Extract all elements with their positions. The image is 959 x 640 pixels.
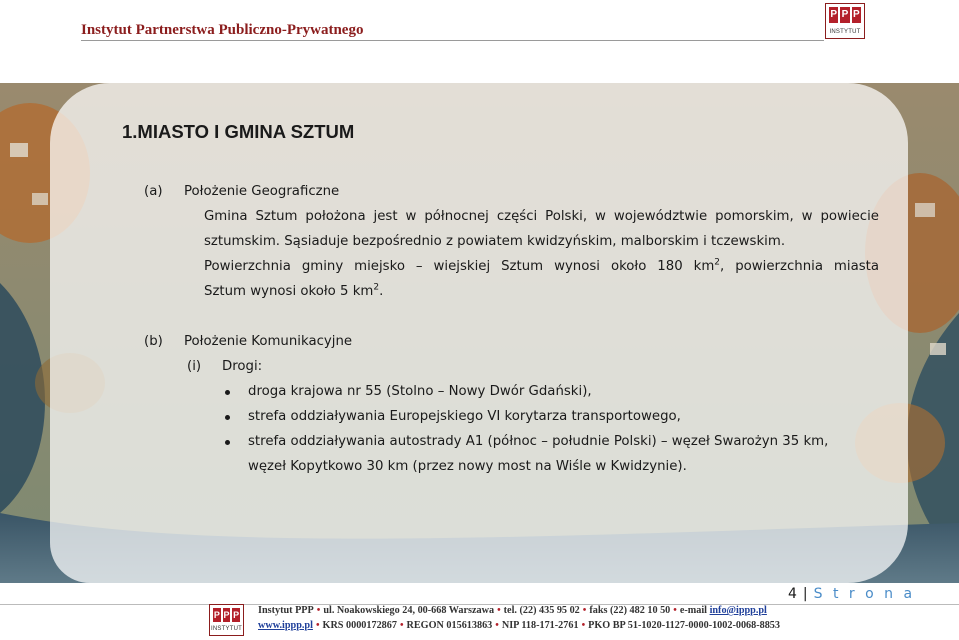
footer-bullet-icon: •: [582, 605, 587, 616]
geo-area-gmina: Powierzchnia gminy miejsko – wiejskiej Sztum wynosi około 180 km: [204, 259, 715, 274]
footer-bullet-icon: •: [497, 605, 501, 616]
footer-bullet-icon: •: [673, 605, 677, 616]
geo-paragraph-line: Gmina Sztum położona jest w północnej części Polski, w województwie pomorskim, w powiecie: [204, 209, 879, 224]
footer-bullet-icon: •: [581, 620, 586, 631]
list-item: strefa oddziaływania Europejskiego VI korytarza transportowego,: [248, 409, 681, 424]
footer-contact-line: [258, 605, 767, 616]
ppp-logo-icon: [209, 604, 244, 636]
logo-letter: P: [852, 7, 861, 23]
footer-bank: PKO BP 51-1020-1127-0000-1002-0068-8853: [588, 620, 780, 631]
footer-bullet-icon: •: [315, 620, 320, 631]
geo-paragraph-line: sztumskim. Sąsiaduje bezpośrednio z powiatem kwidzyńskim, malborskim i tczewskim.: [204, 234, 786, 249]
transport-heading: Położenie Komunikacyjne: [184, 334, 353, 349]
section-title: 1.MIASTO I GMINA SZTUM: [122, 121, 355, 142]
logo-caption: INSTYTUT: [829, 29, 861, 35]
transport-marker: (b): [144, 334, 163, 349]
page-separator: |: [802, 586, 808, 602]
geo-heading: Położenie Geograficzne: [184, 184, 340, 199]
content-card: [50, 83, 908, 583]
geo-area-town: Sztum wynosi około 5 km: [204, 284, 374, 299]
footer-org: Instytut PPP: [258, 605, 314, 616]
superscript: 2: [714, 257, 721, 268]
footer-nip: NIP 118-171-2761: [501, 620, 579, 631]
period: .: [379, 284, 384, 299]
page-number: [788, 586, 915, 602]
footer-tel: tel. (22) 435 95 02: [503, 605, 580, 616]
list-item-continuation: węzeł Kopytkowo 30 km (przez nowy most na Wiśle w Kwidzynie).: [248, 459, 687, 474]
logo-letter: P: [233, 610, 240, 620]
roads-heading: Drogi:: [222, 359, 263, 374]
bullet-icon: [225, 415, 230, 420]
logo-letter: P: [213, 610, 220, 620]
footer-email-label: e-mail: [679, 605, 708, 616]
footer-registry-line: [258, 620, 780, 631]
header-divider: [81, 40, 824, 41]
geo-paragraph-line: [204, 258, 879, 276]
logo-letter: P: [840, 7, 849, 23]
header-title: Instytut Partnerstwa Publiczno-Prywatnego: [81, 22, 364, 38]
footer-bullet-icon: •: [399, 620, 404, 631]
footer-address: ul. Noakowskiego 24, 00-668 Warszawa: [323, 605, 495, 616]
page-number-value: 4: [788, 586, 797, 602]
list-item: droga krajowa nr 55 (Stolno – Nowy Dwór Gdański),: [248, 384, 592, 399]
page-label: S t r o n a: [813, 586, 916, 602]
roads-marker: (i): [187, 359, 202, 374]
geo-area-miasto: , powierzchnia miasta: [720, 259, 880, 274]
superscript: 2: [373, 282, 380, 293]
footer-bullet-icon: •: [495, 620, 499, 631]
logo-letter: P: [829, 7, 838, 23]
logo-caption: INSTYTUT: [211, 626, 242, 632]
geo-paragraph-line: [204, 283, 383, 301]
footer-email-link[interactable]: info@ippp.pl: [709, 605, 767, 616]
geo-marker: (a): [144, 184, 163, 199]
footer-fax: faks (22) 482 10 50: [589, 605, 671, 616]
bullet-icon: [225, 390, 230, 395]
ppp-logo-icon: [825, 3, 865, 39]
footer-bullet-icon: •: [316, 605, 321, 616]
footer-regon: REGON 015613863: [406, 620, 493, 631]
footer-website-link[interactable]: www.ippp.pl: [258, 620, 313, 631]
logo-letter: P: [223, 610, 230, 620]
list-item: strefa oddziaływania autostrady A1 (północ – południe Polski) – węzeł Swarożyn 35 km,: [248, 434, 829, 449]
footer-krs: KRS 0000172867: [322, 620, 397, 631]
bullet-icon: [225, 440, 230, 445]
